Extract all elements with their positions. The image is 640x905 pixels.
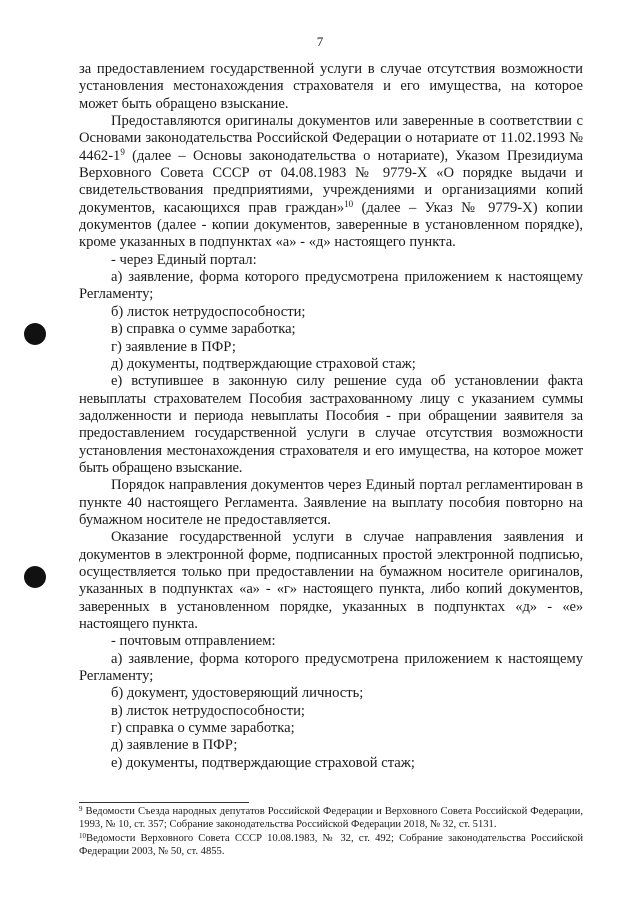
footnote-mark: 9 — [79, 805, 83, 813]
paragraph: за предоставлением государственной услуги в случае отсутствия возможности установления местонахождения страхователя и его имущества, на которое может быть обращено взыскание. — [79, 61, 583, 112]
paragraph: Оказание государственной услуги в случае направления заявления и документов в электронной форме, подписанных простой электронной подписью, осуществляется только при предоставлении на бумажном носителе оригиналов, указанных в подпунктах «а» - «г» настоящего пункта, либо копий документов, заверенных в установленном порядке, указанных в подпунктах «д» - «е» настоящего пункта. — [79, 529, 583, 632]
page-number: 7 — [316, 34, 324, 49]
punch-hole-mark — [24, 566, 46, 588]
paragraph — [79, 113, 583, 252]
paragraph-text: (далее – Указ № 9779-Х) копии документов (далее - копии документов, заверенные в установленном порядке), кроме указанных в подпунктах «а» - «д» настоящего пункта. — [79, 199, 583, 251]
list-item: а) заявление, форма которого предусмотрена приложением к настоящему Регламенту; — [79, 650, 583, 685]
list-item: е) вступившее в законную силу решение суда об установлении факта невыплаты страхователем Пособия застрахованному лицу с указанием суммы задолженности и периода невыплаты Пособия - при обращении заявителя за предоставлением государственной услуги в случае отсутствия возможности установления местонахождения страхователя и его имущества, на которое может быть обращено взыскание. — [79, 373, 583, 476]
list-item: а) заявление, форма которого предусмотрена приложением к настоящему Регламенту; — [79, 269, 583, 303]
footnotes — [79, 805, 583, 858]
list-item: д) документы, подтверждающие страховой стаж; — [111, 355, 416, 372]
footnote-10 — [79, 832, 583, 859]
footnote-text: Ведомости Съезда народных депутатов Российской Федерации и Верховного Совета Российской Федерации, 1993, № 10, ст. 357; Собрание законодательства Российской Федерации 2018, № 32, ст. 5131. — [79, 806, 583, 831]
list-item: д) заявление в ПФР; — [111, 737, 238, 754]
paragraph: - почтовым отправлением: — [111, 633, 276, 650]
punch-hole-mark — [24, 323, 46, 345]
paragraph-text: (далее – Основы законодательства о нотариате), Указом Президиума Верховного Совета СССР от 04.08.1983 № 9779-Х «О порядке выдачи и свидетельствования предприятиями, учреждениями и организациями копий документов, касающихся прав граждан» — [79, 147, 583, 216]
list-item: г) заявление в ПФР; — [111, 338, 236, 355]
paragraph: - через Единый портал: — [111, 251, 257, 268]
footnote-separator — [79, 802, 249, 803]
footnote-text: Ведомости Верховного Совета СССР 10.08.1983, № 32, ст. 492; Собрание законодательства Российской Федерации 2003, № 50, ст. 4855. — [79, 832, 583, 857]
list-item: в) листок нетрудоспособности; — [111, 702, 305, 719]
footnote-9 — [79, 805, 583, 832]
paragraph: Порядок направления документов через Единый портал регламентирован в пункте 40 настоящего Регламента. Заявление на выплату пособия повторно на бумажном носителе не предоставляется. — [79, 477, 583, 528]
footnote-ref: 10 — [344, 198, 354, 209]
footnote-mark: 10 — [79, 831, 86, 840]
list-item: б) документ, удостоверяющий личность; — [111, 685, 364, 702]
footnote-ref: 9 — [120, 146, 125, 157]
document-body — [79, 61, 583, 772]
list-item: е) документы, подтверждающие страховой стаж; — [111, 754, 415, 771]
list-item: г) справка о сумме заработка; — [111, 720, 295, 737]
list-item: в) справка о сумме заработка; — [111, 321, 296, 338]
list-item: б) листок нетрудоспособности; — [111, 303, 306, 320]
paragraph-text: Предоставляются оригиналы документов или заверенные в соответствии с Основами законодательства Российской Федерации о нотариате от 11.02.1993 № 4462-1 — [79, 113, 583, 164]
